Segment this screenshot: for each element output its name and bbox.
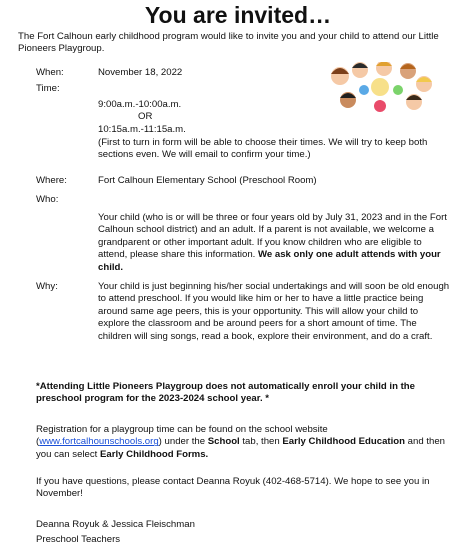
when-value: November 18, 2022 <box>98 67 183 78</box>
time-label: Time: <box>36 83 60 94</box>
reg-forms: Early Childhood Forms. <box>100 448 209 460</box>
reg-part4: and then you can select <box>36 436 445 460</box>
reg-part2: ) under the <box>158 436 208 448</box>
signature-role: Preschool Teachers <box>36 534 121 545</box>
school-website-link[interactable]: www.fortcalhounschools.org <box>39 436 159 448</box>
signature-names: Deanna Royuk & Jessica Fleischman <box>36 519 195 530</box>
registration-text <box>36 424 456 461</box>
child-face <box>331 62 432 112</box>
who-body: Your child (who is or will be three or four years old by July 31, 2023 and in the Fort Calhoun school district) and an adult. If a parent is not available, we welcome a grandparent or other important adult. If you know children who are eligible to attend, please share this information. <box>98 212 447 261</box>
when-label: When: <box>36 67 64 78</box>
intro-text: The Fort Calhoun early childhood program would like to invite you and your child to attend our Little Pioneers Playgroup. <box>18 31 439 55</box>
reg-school: School <box>207 436 240 448</box>
where-value: Fort Calhoun Elementary School (Preschool Room) <box>98 175 317 186</box>
who-label: Who: <box>36 194 59 205</box>
children-circle-illustration <box>318 62 442 112</box>
time-slot-2: 10:15a.m.-11:15a.m. <box>98 124 186 135</box>
time-slot-1: 9:00a.m.-10:00a.m. <box>98 99 182 110</box>
contact-text: If you have questions, please contact Deanna Royuk (402-468-5714). We hope to see you in November! <box>36 476 430 500</box>
why-label: Why: <box>36 281 58 292</box>
reg-part3: tab, then <box>239 436 283 448</box>
where-label: Where: <box>36 175 67 186</box>
enroll-note: *Attending Little Pioneers Playgroup does not automatically enroll your child in the preschool program for the 2023-2024 school year. * <box>36 381 415 405</box>
who-text <box>98 212 450 274</box>
reg-part1: Registration for a playgroup time can be found on the school website ( <box>36 424 328 448</box>
time-or: OR <box>138 111 153 122</box>
who-bold-note: We ask only one adult attends with your child. <box>98 249 441 273</box>
page-title: You are invited… <box>144 2 332 28</box>
reg-ece: Early Childhood Education <box>282 436 405 448</box>
why-text: Your child is just beginning his/her social undertakings and will soon be old enough to attend preschool. If you would like him or her to have a little practice being around same age peers, this is your opportunity. This will allow your child to explore the classroom and be around peers for a short amount of time. The children will sing songs, read a book, explore their environment, and do a craft. <box>98 281 450 342</box>
time-note: (First to turn in form will be able to choose their times. We will try to keep both sections even. We will email to confirm your time.) <box>98 137 428 161</box>
